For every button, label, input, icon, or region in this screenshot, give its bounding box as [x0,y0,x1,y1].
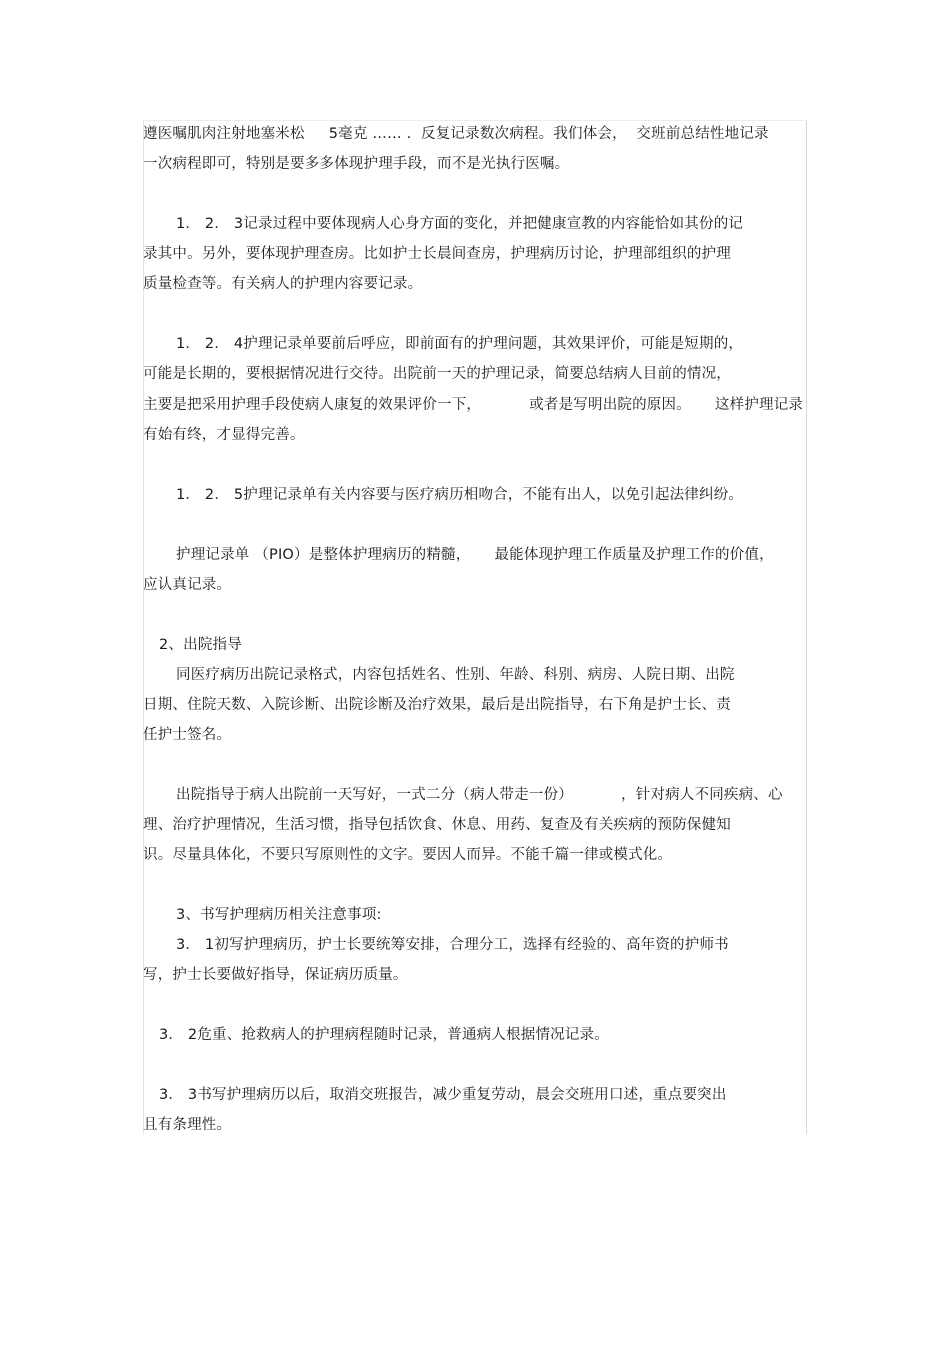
text-line: 日期、住院天数、入院诊断、出院诊断及治疗效果，最后是出院指导，右下角是护士长、责 [143,697,731,713]
text-line: 主要是把采用护理手段使病人康复的效果评价一下， 或者是写明出院的原因。 这样护理记录 [143,397,804,413]
section-heading: 2、出院指导 [159,637,242,653]
text-line: 理、治疗护理情况，生活习惯，指导包括饮食、休息、用药、复查及有关疾病的预防保健知 [143,817,731,833]
text-line: 出院指导于病人出院前一天写好，一式二分（病人带走一份） ，针对病人不同疾病、心 [176,787,783,803]
text-line: 识。尽量具体化，不要只写原则性的文字。要因人而异。不能千篇一律或模式化。 [143,847,673,863]
text-line: 护理记录单 （PIO）是整体护理病历的精髓， 最能体现护理工作质量及护理工作的价值， [176,547,774,563]
text-line: 1． 2． 4护理记录单要前后呼应，即前面有的护理问题，其效果评价，可能是短期的， [176,336,744,352]
text-line: 1． 2． 5护理记录单有关内容要与医疗病历相吻合，不能有出人，以免引起法律纠纷。 [176,487,744,503]
text-line: 写，护士长要做好指导，保证病历质量。 [143,967,408,983]
text-line: 一次病程即可，特别是要多多体现护理手段，而不是光执行医嘱。 [143,156,570,172]
text-line: 同医疗病历出院记录格式，内容包括姓名、性别、年龄、科别、病房、人院日期、出院 [176,667,735,683]
text-line: 1． 2． 3记录过程中要体现病人心身方面的变化，并把健康宣教的内容能恰如其份的记 [176,216,744,232]
text-line: 可能是长期的，要根据情况进行交待。出院前一天的护理记录，简要总结病人目前的情况， [143,366,731,382]
text-line: 且有条理性。 [143,1117,232,1133]
text-line: 3． 2危重、抢救病人的护理病程随时记录，普通病人根据情况记录。 [159,1027,609,1043]
text-line: 3． 1初写护理病历，护士长要统筹安排，合理分工，选择有经验的、高年资的护师书 [176,937,729,953]
text-line: 质量检查等。有关病人的护理内容要记录。 [143,276,423,292]
text-line: 遵医嘱肌肉注射地塞米松 5毫克 …… . 反复记录数次病程。我们体会， 交班前总结性地记录 [143,126,769,142]
section-heading: 3、书写护理病历相关注意事项: [176,907,382,923]
text-line: 任护士签名。 [143,727,232,743]
text-line: 有始有终，才显得完善。 [143,427,305,443]
text-line: 应认真记录。 [143,577,232,593]
text-line: 3． 3书写护理病历以后，取消交班报告，减少重复劳动，晨会交班用口述，重点要突出 [159,1087,727,1103]
text-line: 录其中。另外，要体现护理查房。比如护士长晨间查房，护理病历讨论，护理部组织的护理 [143,246,731,262]
